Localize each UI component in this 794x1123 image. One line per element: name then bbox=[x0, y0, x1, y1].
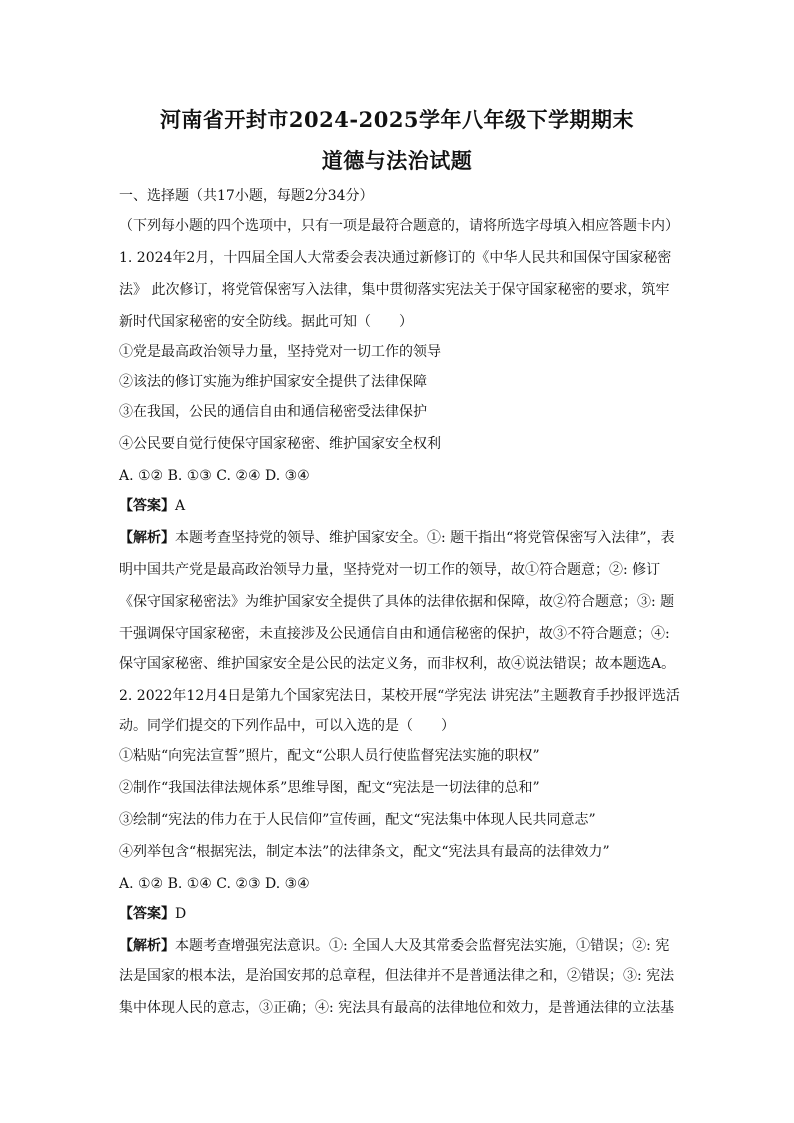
analysis-text: 本题考查增强宪法意识。①: 全国人大及其常委会监督宪法实施，①错误；②: 宪 bbox=[175, 938, 670, 954]
q1-analysis-line2: 明中国共产党是最高政治领导力量，坚持党对一切工作的领导，故①符合题意；②: 修订 bbox=[119, 562, 661, 578]
q1-stem-line3: 新时代国家秘密的安全防线。据此可知（ ） bbox=[119, 314, 413, 330]
q2-answer bbox=[119, 904, 679, 924]
analysis-text: 本题考查坚持党的领导、维护国家安全。①: 题干指出“将党管保密写入法律”，表 bbox=[175, 530, 675, 546]
q1-option-1: ①党是最高政治领导力量，坚持党对一切工作的领导 bbox=[119, 344, 441, 360]
q1-choices: A. ①② B. ①③ C. ②④ D. ③④ bbox=[119, 468, 310, 484]
analysis-label: 【解析】 bbox=[119, 530, 175, 546]
section-instruction: （下列每小题的四个选项中，只有一项是最符合题意的，请将所选字母填入相应答题卡内） bbox=[119, 218, 679, 234]
q1-option-3: ③在我国，公民的通信自由和通信秘密受法律保护 bbox=[119, 404, 427, 420]
analysis-label: 【解析】 bbox=[119, 938, 175, 954]
q1-stem-line2: 法》 此次修订，将党管保密写入法律，集中贯彻落实宪法关于保守国家秘密的要求，筑牢 bbox=[119, 282, 670, 298]
q1-analysis-line3: 《保守国家秘密法》为维护国家安全提供了具体的法律依据和保障，故②符合题意；③: 题 bbox=[119, 594, 675, 610]
q2-analysis-line1 bbox=[119, 936, 679, 956]
answer-label: 【答案】 bbox=[119, 498, 175, 514]
answer-value: A bbox=[175, 498, 186, 514]
q2-option-2: ②制作“我国法律法规体系”思维导图，配文“宪法是一切法律的总和” bbox=[119, 780, 540, 796]
q2-choices: A. ①② B. ①④ C. ②③ D. ③④ bbox=[119, 876, 310, 892]
q1-analysis-line4: 干强调保守国家秘密，未直接涉及公民通信自由和通信秘密的保护，故③不符合题意；④: bbox=[119, 626, 670, 642]
section-heading: 一、选择题（共17小题，每题2分34分） bbox=[119, 188, 374, 204]
q1-option-4: ④公民要自觉行使保守国家秘密、维护国家安全权利 bbox=[119, 436, 441, 452]
exam-title: 河南省开封市2024-2025学年八年级下学期期末 bbox=[159, 107, 635, 132]
q2-option-1: ①粘贴“向宪法宣誓”照片，配文“公职人员行使监督宪法实施的职权” bbox=[119, 748, 540, 764]
q2-option-4: ④列举包含“根据宪法，制定本法”的法律条文，配文“宪法具有最高的法律效力” bbox=[119, 844, 610, 860]
q1-analysis-line1 bbox=[119, 528, 679, 548]
answer-value: D bbox=[175, 906, 187, 922]
q2-analysis-line2: 法是国家的根本法，是治国安邦的总章程，但法律并不是普通法律之和，②错误；③: 宪法 bbox=[119, 968, 675, 984]
q2-analysis-line3: 集中体现人民的意志，③正确；④: 宪法具有最高的法律地位和效力，是普通法律的立法基 bbox=[119, 1000, 675, 1016]
q1-analysis-line5: 保守国家秘密、维护国家安全是公民的法定义务，而非权利，故④说法错误；故本题选A。 bbox=[119, 656, 676, 672]
answer-label: 【答案】 bbox=[119, 906, 175, 922]
q2-stem-line2: 动。同学们提交的下列作品中，可以入选的是（ ） bbox=[119, 718, 455, 734]
q2-option-3: ③绘制“宪法的伟力在于人民信仰”宣传画，配文“宪法集中体现人民共同意志” bbox=[119, 812, 596, 828]
exam-subtitle: 道德与法治试题 bbox=[321, 148, 473, 173]
q2-stem-line1: 2. 2022年12月4日是第九个国家宪法日，某校开展“学宪法 讲宪法”主题教育手抄报评选活 bbox=[119, 688, 680, 704]
q1-option-2: ②该法的修订实施为维护国家安全提供了法律保障 bbox=[119, 374, 427, 390]
q1-stem-line1: 1. 2024年2月，十四届全国人大常委会表决通过新修订的《中华人民共和国保守国家秘密 bbox=[119, 250, 672, 266]
q1-answer bbox=[119, 496, 679, 516]
